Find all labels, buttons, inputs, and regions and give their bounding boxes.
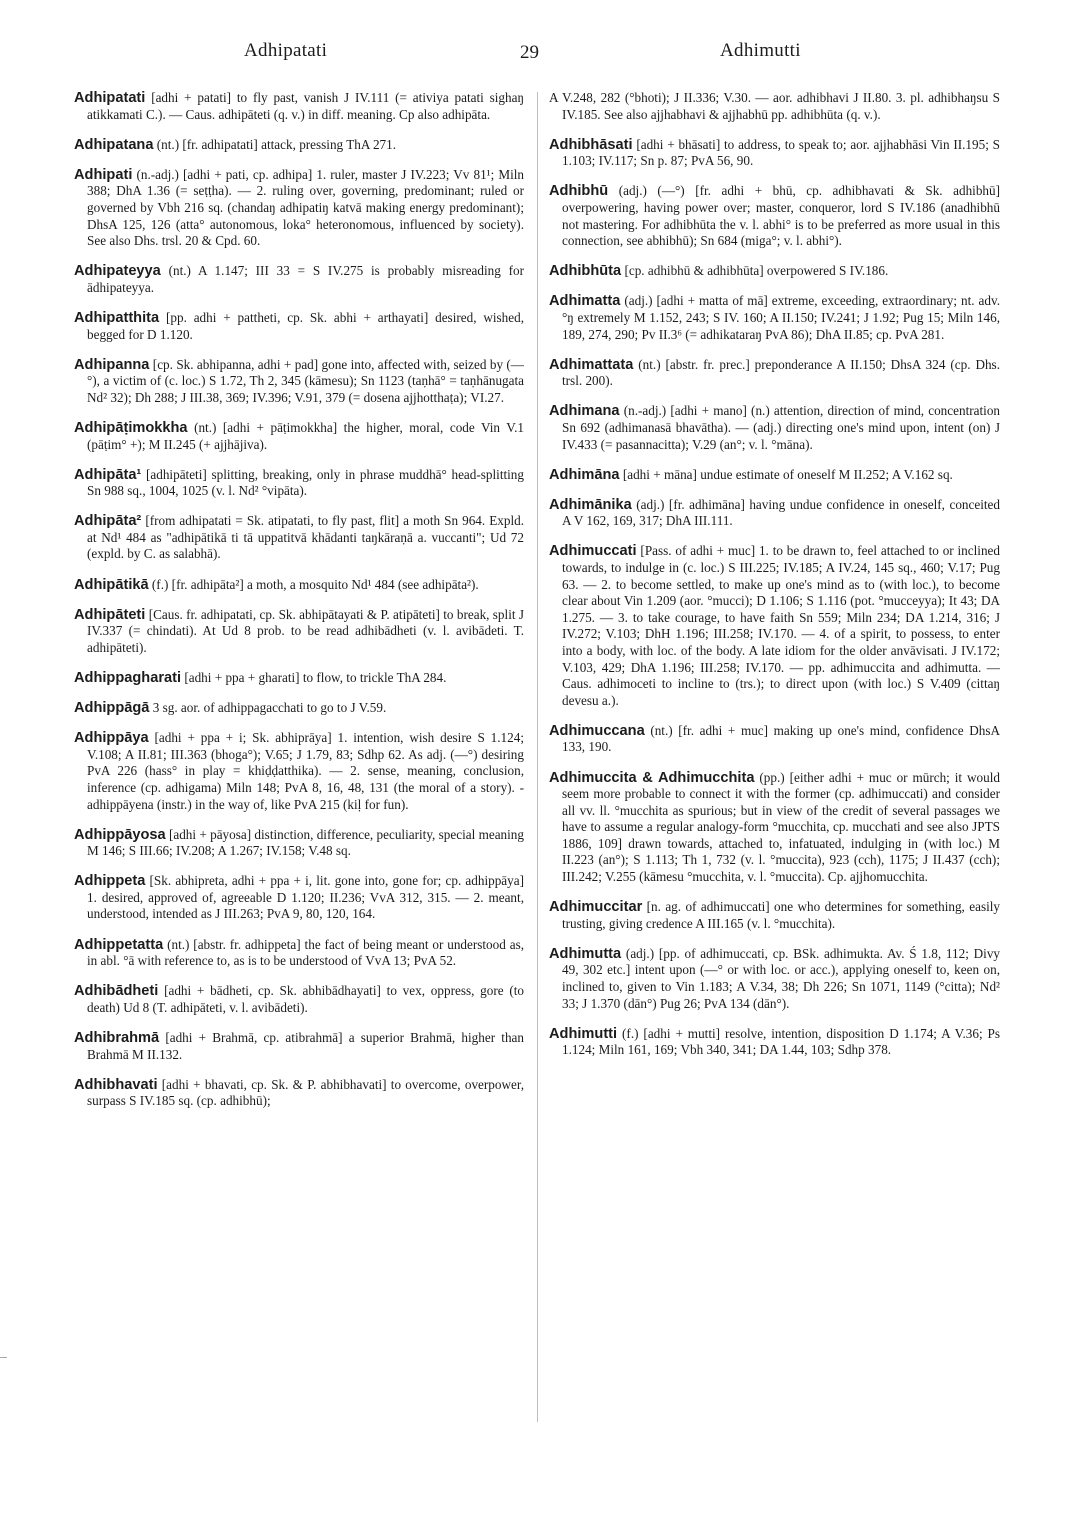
dictionary-entry [74, 607, 524, 657]
dictionary-entry [549, 899, 1000, 932]
header-right-guideword: Adhimutti [720, 40, 801, 61]
dictionary-entry [549, 357, 1000, 390]
dictionary-entry [74, 937, 524, 970]
entry-headword: Adhimuccati [549, 543, 637, 560]
entry-definition: (n.-adj.) [adhi + mano] (n.) attention, direction of mind, concentration Sn 692 (adhimanasā bhavātha). — (adj.) directing one's mind upon, intent (on) J IV.433 (= pasannacitta); V.29 (an°; v. l. °māna). [562, 403, 1001, 452]
entry-definition: (nt.) [abstr. fr. prec.] preponderance A II.150; DhsA 324 (cp. Dhs. trsl. 200). [562, 356, 1000, 389]
entry-definition: (nt.) [fr. adhi + muc] making up one's mind, confidence DhsA 133, 190. [562, 722, 1000, 755]
entry-headword: Adhibādheti [74, 983, 159, 1000]
running-header [0, 40, 1073, 70]
entry-headword: Adhimānika [549, 496, 632, 513]
entry-headword: Adhimuccita & Adhimucchita [549, 769, 755, 786]
dictionary-entry [74, 167, 524, 250]
dictionary-entry [74, 467, 524, 500]
entry-definition: [adhi + patati] to fly past, vanish J IV.111 (= ativiya patati sighaŋ atikkamati C.). — Caus. adhipāteti (q. v.) in diff. meaning. Cp also adhipāta. [87, 90, 525, 122]
entry-definition: [adhi + ppa + gharati] to flow, to trickle ThA 284. [184, 669, 447, 685]
dictionary-entry [74, 90, 524, 123]
entry-definition: [from adhipatati = Sk. atipatati, to fly past, flit] a moth Sn 964. Expld. at Nd¹ 484 as "adhipātikā ti tā uppatitvā khādanti taŋkāraṇā a. vuccanti"; Ud 72 (expld. by C. as salabhā). [87, 513, 525, 562]
dictionary-entry [74, 357, 524, 407]
entry-definition: (f.) [fr. adhipāta²] a moth, a mosquito Nd¹ 484 (see adhipāta²). [151, 576, 479, 592]
entry-headword: Adhippetatta [74, 936, 164, 953]
dictionary-entry [74, 700, 524, 717]
column-divider [537, 92, 538, 1422]
entry-definition: [Pass. of adhi + muc] 1. to be drawn to, feel attached to or inclined towards, to indulge in (c. loc.) S III.225; IV.185; A IV.24, 145 sq., 460; V.17; Pug 63. — 2. to become settled, to make up one's mind as to (with loc.), to become clear about Vin 1.209 (aor. °mucci); D 1.106; S 1.116 (pot. °mucceyya); It 43; DA 1.275. — 3. to take courage, to have faith Sn 559; Miln 234; DA 1.214, 316; J IV.272; V.103; DhH 1.196; III.258; IV.170. — 4. of a spirit, to possess, to enter into a body, with loc. of the body. A late idiom for the older anvāvisati. J IV.172; V.103, 429; DhA 1.196; III.258; IV.170. — pp. adhimuccita and adhimutta. — Caus. adhimoceti to incline to (trs.); to direct upon (with loc.) S V.409 (cittaŋ devesu a.). [562, 543, 1000, 708]
entry-headword: Adhibhū [549, 183, 609, 200]
entry-definition: [adhi + bādheti, cp. Sk. abhibādhayati] to vex, oppress, gore (to death) Ud 8 (T. adhipāteti, v. l. avibādeti). [87, 983, 524, 1015]
entry-definition: [pp. adhi + pattheti, cp. Sk. abhi + arthayati] desired, wished, begged for D 1.120. [87, 309, 524, 342]
entry-headword: Adhimatta [549, 293, 621, 310]
dictionary-entry [74, 263, 524, 296]
dictionary-entry [74, 827, 524, 860]
entry-headword: Adhimāna [549, 466, 620, 483]
entry-definition: A V.248, 282 (°bhoti); J II.336; V.30. — aor. adhibhavi J II.80. 3. pl. adhibhaŋsu S IV.185. See also ajjhabhavi & ajjhabhū pp. adhibhūta (q. v.). [549, 90, 1000, 122]
dictionary-entry [74, 730, 524, 813]
entry-headword: Adhimutta [549, 945, 622, 962]
entry-headword: Adhimana [549, 403, 620, 420]
entry-definition: (nt.) [fr. adhipatati] attack, pressing ThA 271. [156, 136, 397, 152]
entry-definition: [adhipāteti] splitting, breaking, only in phrase muddhā° head-splitting Sn 988 sq., 1004, 1025 (v. l. Nd² °vipāta). [87, 466, 524, 499]
dictionary-entry [74, 873, 524, 923]
entry-headword: Adhibrahmā [74, 1029, 160, 1046]
dictionary-entry [549, 497, 1000, 530]
margin-mark [0, 1357, 7, 1358]
entry-definition: [cp. Sk. abhipanna, adhi + pad] gone into, affected with, seized by (—°), a victim of (c. loc.) S 1.72, Th 2, 345 (kāmesu); Sn 1123 (taṇhā° = taṇhānugata Nd² 32); Dh 288; J III.38, 369; IV.396; V.91, 379 (= dosena ajjhotthaṭa); VI.27. [87, 356, 524, 405]
dictionary-entry [549, 723, 1000, 756]
entry-headword: Adhippāgā [74, 700, 150, 717]
entry-definition: (adj.) [pp. of adhimuccati, cp. BSk. adhimukta. Av. Ś 1.8, 112; Divy 49, 302 etc.] intent upon (—° or with loc. or acc.), applying oneself to, keen on, inclined to, given to Vin 1.183; A V.34, 38; Dh 226; Sn 1071, 1149 (°citta); Nd² 33; J 1.370 (dān°) Pug 26; PvA 134 (dān°). [562, 945, 1001, 1011]
entry-headword: Adhipati [74, 166, 133, 183]
entry-headword: Adhimattata [549, 356, 634, 373]
entry-headword: Adhipanna [74, 356, 150, 373]
dictionary-entry [74, 420, 524, 453]
entry-headword: Adhipatati [74, 90, 146, 106]
entry-headword: Adhipāta¹ [74, 466, 142, 483]
entry-headword: Adhippagharati [74, 669, 182, 686]
entry-definition: [adhi + māna] undue estimate of oneself M II.252; A V.162 sq. [622, 466, 953, 482]
dictionary-entry [549, 137, 1000, 170]
page-number: 29 [520, 42, 539, 63]
entry-definition: (nt.) A 1.147; III 33 = S IV.275 is probably misreading for ādhipateyya. [87, 263, 524, 295]
entry-definition: 3 sg. aor. of adhippagacchati to go to J V.59. [152, 700, 387, 716]
entry-headword: Adhipātikā [74, 576, 149, 593]
entry-definition: (nt.) [adhi + pāṭimokkha] the higher, moral, code Vin V.1 (pāṭim° +); M II.245 (+ ajjhājiva). [87, 419, 524, 452]
entry-headword: Adhipatthita [74, 309, 160, 326]
dictionary-entry [549, 770, 1000, 886]
dictionary-entry [74, 670, 524, 687]
entry-definition: (adj.) [adhi + matta of mā] extreme, exceeding, extraordinary; nt. adv. °ŋ extremely M 1.152, 243; S IV. 160; A II.150; IV.241; J 1.92; Pug 15; Miln 146, 189, 274, 290; Pv II.3⁶ (= adhikataraŋ PvA 86); DhA II.85; cp. PvA 281. [562, 293, 1001, 342]
dictionary-entry [549, 543, 1000, 709]
entry-definition: [adhi + pāyosa] distinction, difference, peculiarity, special meaning M 146; S III.66; IV.208; A 1.267; IV.158; V.48 sq. [87, 826, 524, 859]
entry-headword: Adhipatana [74, 136, 154, 153]
dictionary-entry [74, 1030, 524, 1063]
entry-headword: Adhippāya [74, 730, 149, 747]
dictionary-entry [549, 263, 1000, 280]
dictionary-entry [74, 983, 524, 1016]
entry-headword: Adhibhāsati [549, 136, 633, 153]
entry-headword: Adhipāṭimokkha [74, 419, 188, 436]
entry-headword: Adhimuccitar [549, 899, 643, 916]
entry-headword: Adhipāta² [74, 513, 142, 530]
right-column [549, 90, 1000, 1072]
dictionary-entry [74, 137, 524, 154]
entry-headword: Adhibhūta [549, 263, 622, 280]
dictionary-entry [74, 310, 524, 343]
entry-definition: (f.) [adhi + mutti] resolve, intention, disposition D 1.174; A V.36; Ps 1.124; Miln 161, 169; Vbh 340, 341; DA 1.44, 103; Sdhp 378. [562, 1025, 1001, 1058]
entry-definition: (nt.) [abstr. fr. adhippeta] the fact of being meant or understood as, in abl. °ā with reference to, as is to be understood of VvA 13; PvA 52. [87, 936, 525, 969]
entry-definition: [n. ag. of adhimuccati] one who determines for something, easily trusting, giving credence A III.165 (v. l. °mucchita). [562, 899, 1000, 931]
entry-headword: Adhibhavati [74, 1076, 158, 1093]
dictionary-entry [549, 90, 1000, 123]
entry-headword: Adhimuccana [549, 722, 645, 739]
entry-definition: [Sk. abhipreta, adhi + ppa + i, lit. gone into, gone for; cp. adhippāya] 1. desired, approved of, agreeable D 1.120; II.236; VvA 312, 315. — 2. meant, understood, intended as J III.263; PvA 9, 80, 120, 164. [87, 873, 525, 922]
entry-definition: [adhi + ppa + i; Sk. abhiprāya] 1. intention, wish desire S 1.124; V.108; A II.81; III.363 (bhoga°); V.65; J 1.79, 83; Sdhp 62. As adj. (—°) desiring PvA 226 (hass° in play = khiḍḍatthika). — 2. sense, meaning, conclusion, inference (cp. adhigama) Miln 148; PvA 8, 16, 48, 131 (the moral of a story). -adhippāyena (instr.) in the way of, like PvA 215 (kiḷ for fun). [87, 730, 525, 812]
entry-headword: Adhimutti [549, 1025, 618, 1042]
header-left-guideword: Adhipatati [244, 40, 328, 61]
dictionary-entry [74, 1077, 524, 1110]
dictionary-entry [549, 946, 1000, 1012]
dictionary-entry [549, 1026, 1000, 1059]
entry-definition: [Caus. fr. adhipatati, cp. Sk. abhipātayati & P. atipāteti] to break, split J IV.337 (= chindati). At Ud 8 prob. to be read adhibādheti (v. l. avibādeti. T. adhipāteti). [87, 606, 525, 655]
entry-definition: [adhi + Brahmā, cp. atibrahmā] a superior Brahmā, higher than Brahmā M II.132. [87, 1029, 524, 1062]
entry-headword: Adhipāteti [74, 606, 146, 623]
dictionary-entry [549, 293, 1000, 343]
entry-definition: (n.-adj.) [adhi + pati, cp. adhipa] 1. ruler, master J IV.223; Vv 81¹; Miln 388; DhA 1.36 (= seṭṭha). — 2. ruling over, governing, predominant; ruled or governed by Vbh 216 sq. (chandaŋ adhipatiŋ katvā making energy predominant); DhsA 125, 126 (atta° autonomous, loka° heteronomous, influenced by society). See also Dhs. trsl. 20 & Cpd. 60. [87, 166, 525, 249]
entry-definition: [cp. adhibhū & adhibhūta] overpowered S IV.186. [624, 263, 889, 279]
entry-headword: Adhipateyya [74, 263, 161, 280]
dictionary-entry [74, 513, 524, 563]
entry-headword: Adhippāyosa [74, 826, 166, 843]
dictionary-entry [549, 467, 1000, 484]
entry-definition: (pp.) [either adhi + muc or mūrch; it would seem more probable to connect it with the former (cp. adhimuccati) and consider all vv. ll. °mucchita as spurious; but in view of the credit of several passages we have to assume a regular analogy-form °mucchita, cp. mucchati and see also JPTS 1886, 109] drawn towards, attached to, infatuated, indulging in (with loc.) M II.223 (an°); S 1.113; Th 1, 732 (v. l. °muccita), 923 (cch), 1175; J II.437 (cch); III.242; V.255 (kāmesu °mucchita, v. l. °muccita). Cp. ajjhomucchita. [562, 769, 1000, 885]
entry-definition: (adj.) (—°) [fr. adhi + bhū, cp. adhibhavati & Sk. adhibhū] overpowering, having power over; master, conqueror, lord S IV.186 (anadhibhū not mastering. For adhibhūta the v. l. abhi° is to be preferred as more usual in this connection, see abhibhū); Sn 684 (miga°; v. l. abhi°). [562, 183, 1000, 249]
left-column [74, 90, 524, 1123]
dictionary-entry [549, 403, 1000, 453]
entry-definition: [adhi + bhavati, cp. Sk. & P. abhibhavati] to overcome, overpower, surpass S IV.185 sq. (cp. adhibhū); [87, 1076, 525, 1109]
entry-definition: [adhi + bhāsati] to address, to speak to; aor. ajjhabhāsi Vin II.195; S 1.103; IV.117; Sn p. 87; PvA 56, 90. [562, 136, 1001, 169]
entry-headword: Adhippeta [74, 873, 146, 890]
dictionary-entry [549, 183, 1000, 249]
entry-definition: (adj.) [fr. adhimāna] having undue confidence in oneself, conceited A V 162, 169, 317; DhA III.111. [562, 496, 1000, 529]
dictionary-entry [74, 577, 524, 594]
